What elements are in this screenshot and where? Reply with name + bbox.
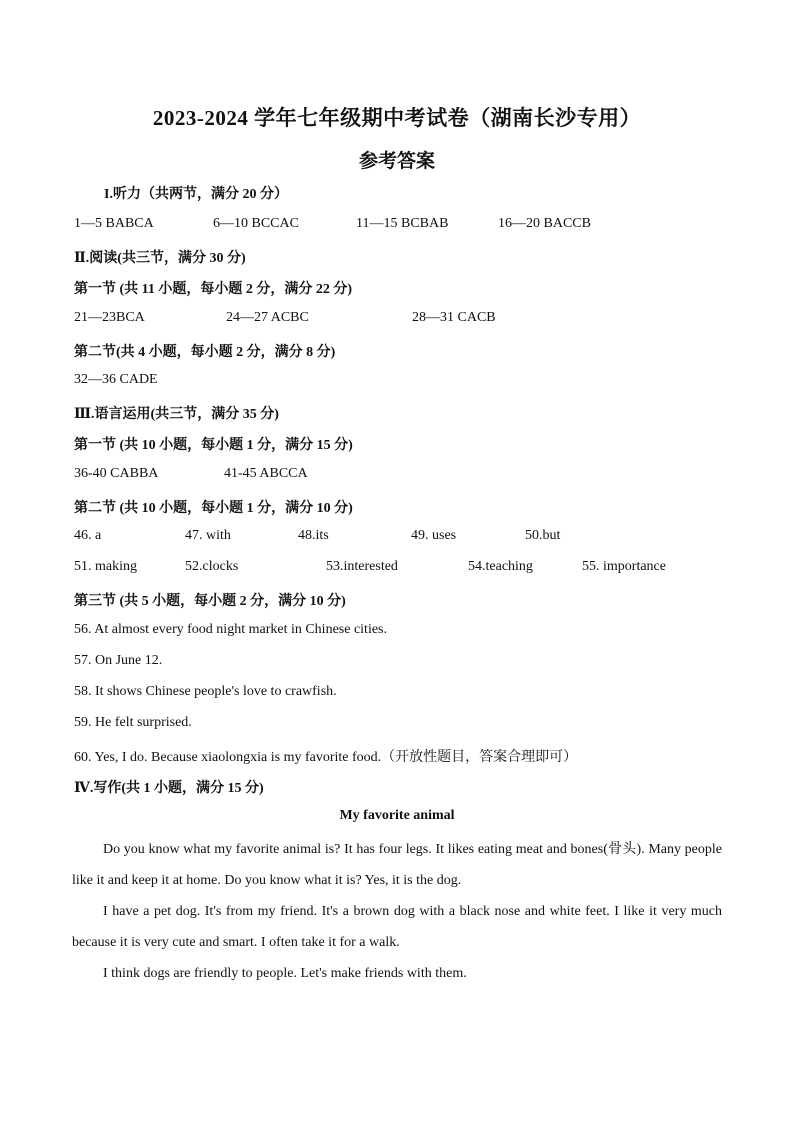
- answer-item: 21—23BCA: [74, 310, 145, 325]
- answer-item: 51. making: [74, 559, 137, 574]
- essay-paragraph: Do you know what my favorite animal is? It has four legs. It likes eating meat and bones(骨头). Many people like it and keep it at home. Do you know what it is? Yes, it is the dog.: [72, 842, 722, 888]
- language-part2-heading: 第二节 (共 10 小题，每小题 1 分，满分 10 分): [74, 501, 353, 516]
- answer-sentence: 59. He felt surprised.: [74, 715, 192, 730]
- section-reading-heading: Ⅱ.阅读(共三节，满分 30 分): [74, 251, 246, 266]
- section-language-heading: Ⅲ.语言运用(共三节，满分 35 分): [74, 407, 279, 422]
- answer-item: 54.teaching: [468, 559, 533, 574]
- page-title: 2023-2024 学年七年级期中考试卷（湖南长沙专用）: [152, 106, 642, 130]
- answer-item: 49. uses: [411, 528, 457, 543]
- language-part1-heading: 第一节 (共 10 小题，每小题 1 分，满分 15 分): [74, 438, 353, 453]
- answer-item: 50.but: [525, 528, 561, 543]
- page-subtitle: 参考答案: [358, 151, 435, 172]
- reading-part2-heading: 第二节(共 4 小题，每小题 2 分，满分 8 分): [74, 345, 336, 360]
- answer-item: 1—5 BABCA: [74, 216, 154, 231]
- answer-item: 48.its: [298, 528, 329, 543]
- language-part3-heading: 第三节 (共 5 小题，每小题 2 分，满分 10 分): [74, 594, 346, 609]
- section-listening-heading: I.听力（共两节，满分 20 分）: [104, 187, 288, 202]
- answer-item: 41-45 ABCCA: [224, 466, 308, 481]
- essay-paragraph: I think dogs are friendly to people. Let's make friends with them.: [103, 966, 467, 981]
- answer-item: 46. a: [74, 528, 102, 543]
- answer-item: 36-40 CABBA: [74, 466, 159, 481]
- answer-sentence: 56. At almost every food night market in Chinese cities.: [74, 622, 387, 637]
- essay-title: My favorite animal: [339, 808, 455, 823]
- answer-item: 47. with: [185, 528, 231, 543]
- answer-item: 11—15 BCBAB: [356, 216, 449, 231]
- answer-sentence: 60. Yes, I do. Because xiaolongxia is my favorite food.（开放性题目，答案合理即可）: [74, 750, 578, 765]
- essay-paragraph: I have a pet dog. It's from my friend. It's a brown dog with a black nose and white feet. I like it very much because it is very cute and smart. I often take it for a walk.: [72, 904, 722, 950]
- section-writing-heading: Ⅳ.写作(共 1 小题，满分 15 分): [74, 781, 264, 796]
- answer-item: 28—31 CACB: [412, 310, 496, 325]
- reading-part1-heading: 第一节 (共 11 小题，每小题 2 分，满分 22 分): [74, 282, 353, 297]
- answer-item: 53.interested: [326, 559, 398, 574]
- answer-item: 16—20 BACCB: [498, 216, 591, 231]
- answer-sentence: 58. It shows Chinese people's love to crawfish.: [74, 684, 337, 699]
- answer-item: 52.clocks: [185, 559, 239, 574]
- answer-sentence: 57. On June 12.: [74, 653, 163, 668]
- answer-item: 32—36 CADE: [74, 372, 158, 387]
- answer-item: 55. importance: [582, 559, 666, 574]
- answer-item: 6—10 BCCAC: [213, 216, 299, 231]
- answer-item: 24—27 ACBC: [226, 310, 309, 325]
